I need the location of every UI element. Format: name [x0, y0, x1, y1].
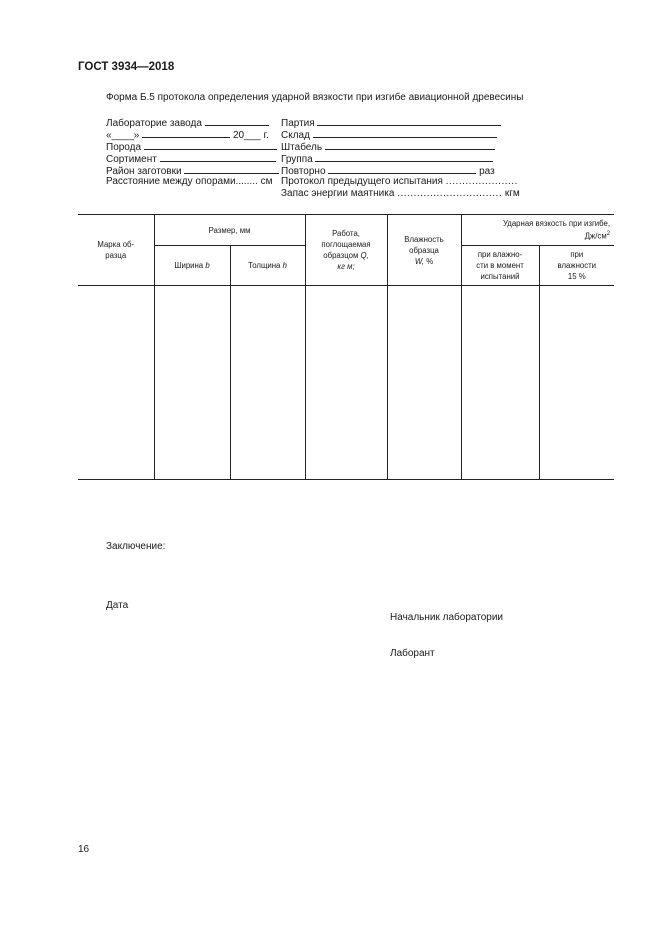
- date-day-blank: «____»: [106, 130, 140, 141]
- header-impact-strength: Ударная вязкость при изгибе, $Дж/см^2$: [461, 215, 614, 246]
- page-number: 16: [78, 844, 90, 855]
- breed-label: Порода: [106, 142, 142, 153]
- grade-fill-line: [160, 152, 276, 162]
- breed-fill-line: [144, 140, 277, 150]
- conclusion-label: Заключение:: [106, 541, 166, 552]
- repeat-label: Повторно: [281, 166, 326, 177]
- table-cell: [387, 286, 461, 480]
- lab-head-label: Начальник лаборатории: [390, 612, 503, 623]
- header-width: Ширина b: [154, 246, 230, 286]
- table-cell: [539, 286, 614, 480]
- grade-label: Сортимент: [106, 154, 157, 165]
- header-sample-mark: Марка об- разца: [78, 215, 154, 286]
- header-thickness: Толщина h: [230, 246, 305, 286]
- energy-dots: ................................: [397, 188, 503, 199]
- prev-protocol-field: [281, 176, 518, 187]
- region-label: Район заготовки: [106, 166, 182, 177]
- warehouse-label: Склад: [281, 130, 310, 141]
- date-month-fill-line: [142, 128, 230, 138]
- protocol-table: [78, 214, 614, 480]
- header-moisture: Влажность образца W, %: [387, 215, 461, 286]
- region-fill-line: [184, 164, 279, 174]
- date-year-label: 20___ г.: [232, 130, 269, 141]
- party-fill-line: [317, 116, 501, 126]
- energy-unit: кгм: [504, 188, 520, 199]
- span-unit: см: [260, 176, 273, 187]
- span-label: Расстояние между опорами........: [106, 176, 258, 187]
- header-size: Размер, мм: [154, 215, 305, 246]
- lab-label: Лабораторие завода: [106, 118, 202, 129]
- repeat-unit: раз: [479, 166, 495, 177]
- table-cell: [461, 286, 539, 480]
- group-fill-line: [315, 152, 493, 162]
- table-cell: [230, 286, 305, 480]
- table-cell: [78, 286, 154, 480]
- header-at-15-moisture: при влажности 15 %: [539, 246, 614, 286]
- header-absorbed-work: Работа, поглощаемая образцом Q, кг м;: [305, 215, 387, 286]
- table-row: [78, 286, 614, 480]
- stack-fill-line: [325, 140, 495, 150]
- table-cell: [305, 286, 387, 480]
- energy-label: Запас энергии маятника: [281, 188, 395, 199]
- warehouse-fill-line: [313, 128, 497, 138]
- date-label: Дата: [106, 600, 129, 611]
- prev-protocol-dots: ......................: [445, 176, 518, 187]
- document-number: ГОСТ 3934—2018: [78, 61, 175, 73]
- lab-assistant-label: Лаборант: [390, 648, 435, 659]
- party-label: Партия: [281, 118, 315, 129]
- prev-protocol-label: Протокол предыдущего испытания: [281, 176, 443, 187]
- form-title: Форма Б.5 протокола определения ударной вязкости при изгибе авиационной древесины: [106, 92, 524, 103]
- repeat-fill-line: [328, 164, 476, 174]
- lab-fill-line: [205, 116, 269, 126]
- table-cell: [154, 286, 230, 480]
- header-at-test-moisture: при влажно- сти в момент испытаний: [461, 246, 539, 286]
- stack-label: Штабель: [281, 142, 323, 153]
- energy-field: [281, 188, 520, 199]
- group-label: Группа: [281, 154, 313, 165]
- span-field: [106, 176, 272, 187]
